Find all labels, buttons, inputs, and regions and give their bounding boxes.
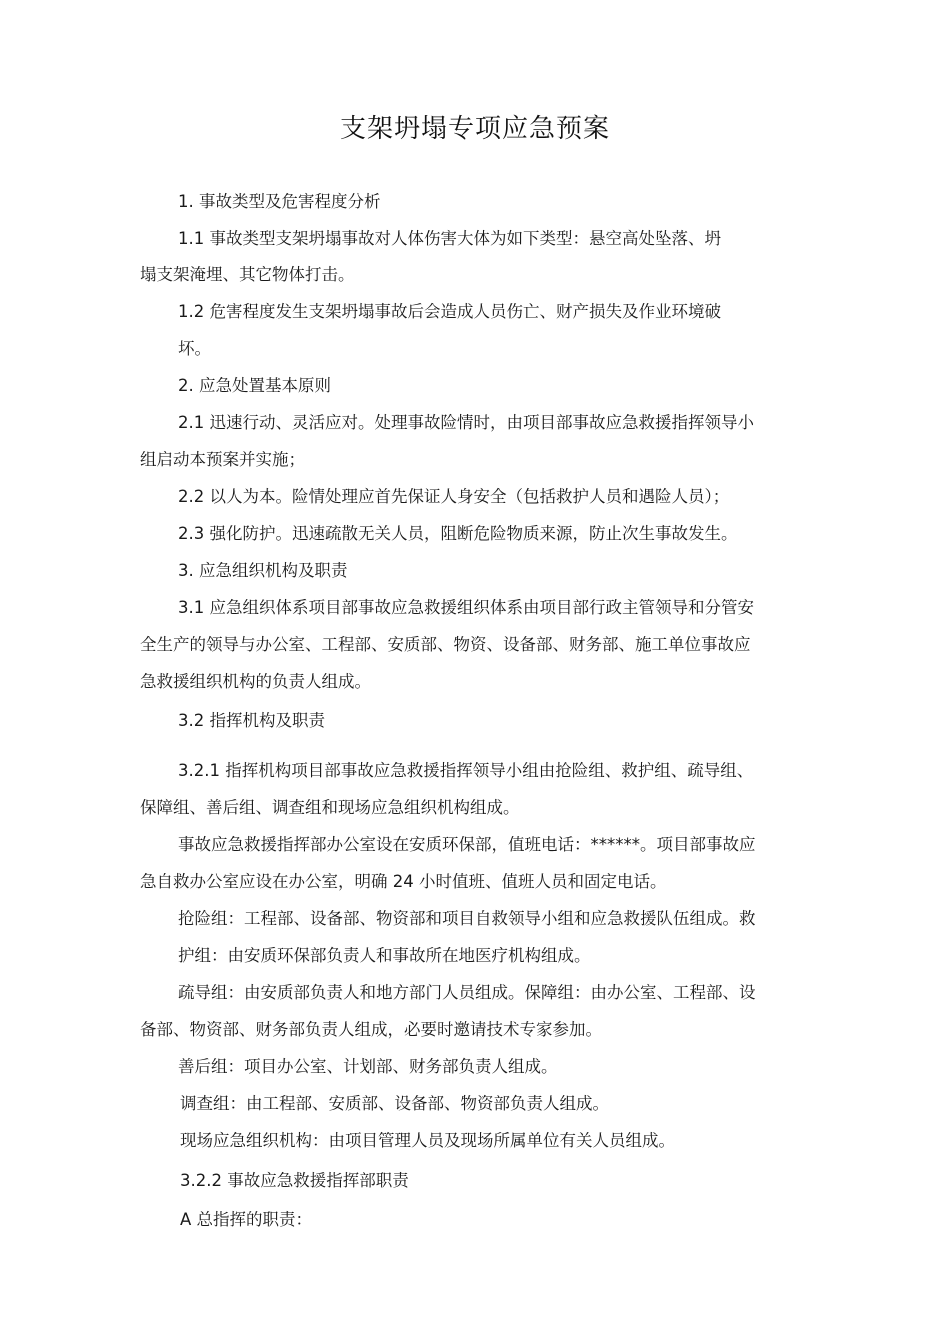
- paragraph-onsite: 现场应急组织机构：由项目管理人员及现场所属单位有关人员组成。: [180, 1131, 675, 1150]
- paragraph-1-1-line-2: 塌支架淹埋、其它物体打击。: [140, 265, 355, 284]
- paragraph-1-2-line-1: 1.2 危害程度发生支架坍塌事故后会造成人员伤亡、财产损失及作业环境破: [178, 302, 721, 321]
- paragraph-office-line-2: 急自救办公室应设在办公室，明确 24 小时值班、值班人员和固定电话。: [140, 872, 667, 891]
- paragraph-1-1-line-1: 1.1 事故类型支架坍塌事故对人体伤害大体为如下类型：悬空高处坠落、坍: [178, 229, 721, 248]
- paragraph-office-line-1: 事故应急救援指挥部办公室设在安质环保部，值班电话：******。项目部事故应: [178, 835, 756, 854]
- paragraph-2-1-line-1: 2.1 迅速行动、灵活应对。处理事故险情时，由项目部事故应急救援指挥领导小: [178, 413, 754, 432]
- paragraph-3-1-line-1: 3.1 应急组织体系项目部事故应急救援组织体系由项目部行政主管领导和分管安: [178, 598, 754, 617]
- paragraph-rescue-line-1: 抢险组：工程部、设备部、物资部和项目自救领导小组和应急救援队伍组成。救: [178, 909, 756, 928]
- paragraph-1-2-line-2: 坏。: [178, 339, 211, 358]
- heading-3-2: 3.2 指挥机构及职责: [178, 711, 325, 730]
- heading-2: 2. 应急处置基本原则: [178, 376, 331, 395]
- heading-3: 3. 应急组织机构及职责: [178, 561, 348, 580]
- paragraph-2-2: 2.2 以人为本。险情处理应首先保证人身安全（包括救护人员和遇险人员）；: [178, 487, 730, 506]
- paragraph-3-1-line-3: 急救援组织机构的负责人组成。: [140, 672, 371, 691]
- paragraph-3-1-line-2: 全生产的领导与办公室、工程部、安质部、物资、设备部、财务部、施工单位事故应: [140, 635, 751, 654]
- document-title: 支架坍塌专项应急预案: [339, 114, 610, 144]
- paragraph-3-2-1-line-1: 3.2.1 指挥机构项目部事故应急救援指挥领导小组由抢险组、救护组、疏导组、: [178, 761, 754, 780]
- paragraph-guidance-line-2: 备部、物资部、财务部负责人组成，必要时邀请技术专家参加。: [140, 1020, 602, 1039]
- paragraph-rescue-line-2: 护组：由安质环保部负责人和事故所在地医疗机构组成。: [178, 946, 591, 965]
- paragraph-investigation: 调查组：由工程部、安质部、设备部、物资部负责人组成。: [180, 1094, 609, 1113]
- heading-1: 1. 事故类型及危害程度分析: [178, 192, 381, 211]
- paragraph-commander: A 总指挥的职责：: [180, 1210, 313, 1229]
- paragraph-2-3: 2.3 强化防护。迅速疏散无关人员，阻断危险物质来源，防止次生事故发生。: [178, 524, 738, 543]
- paragraph-2-1-line-2: 组启动本预案并实施；: [140, 450, 305, 469]
- paragraph-aftermath: 善后组：项目办公室、计划部、财务部负责人组成。: [178, 1057, 558, 1076]
- paragraph-3-2-1-line-2: 保障组、善后组、调查组和现场应急组织机构组成。: [140, 798, 520, 817]
- heading-3-2-2: 3.2.2 事故应急救援指挥部职责: [180, 1171, 409, 1190]
- paragraph-guidance-line-1: 疏导组：由安质部负责人和地方部门人员组成。保障组：由办公室、工程部、设: [178, 983, 756, 1002]
